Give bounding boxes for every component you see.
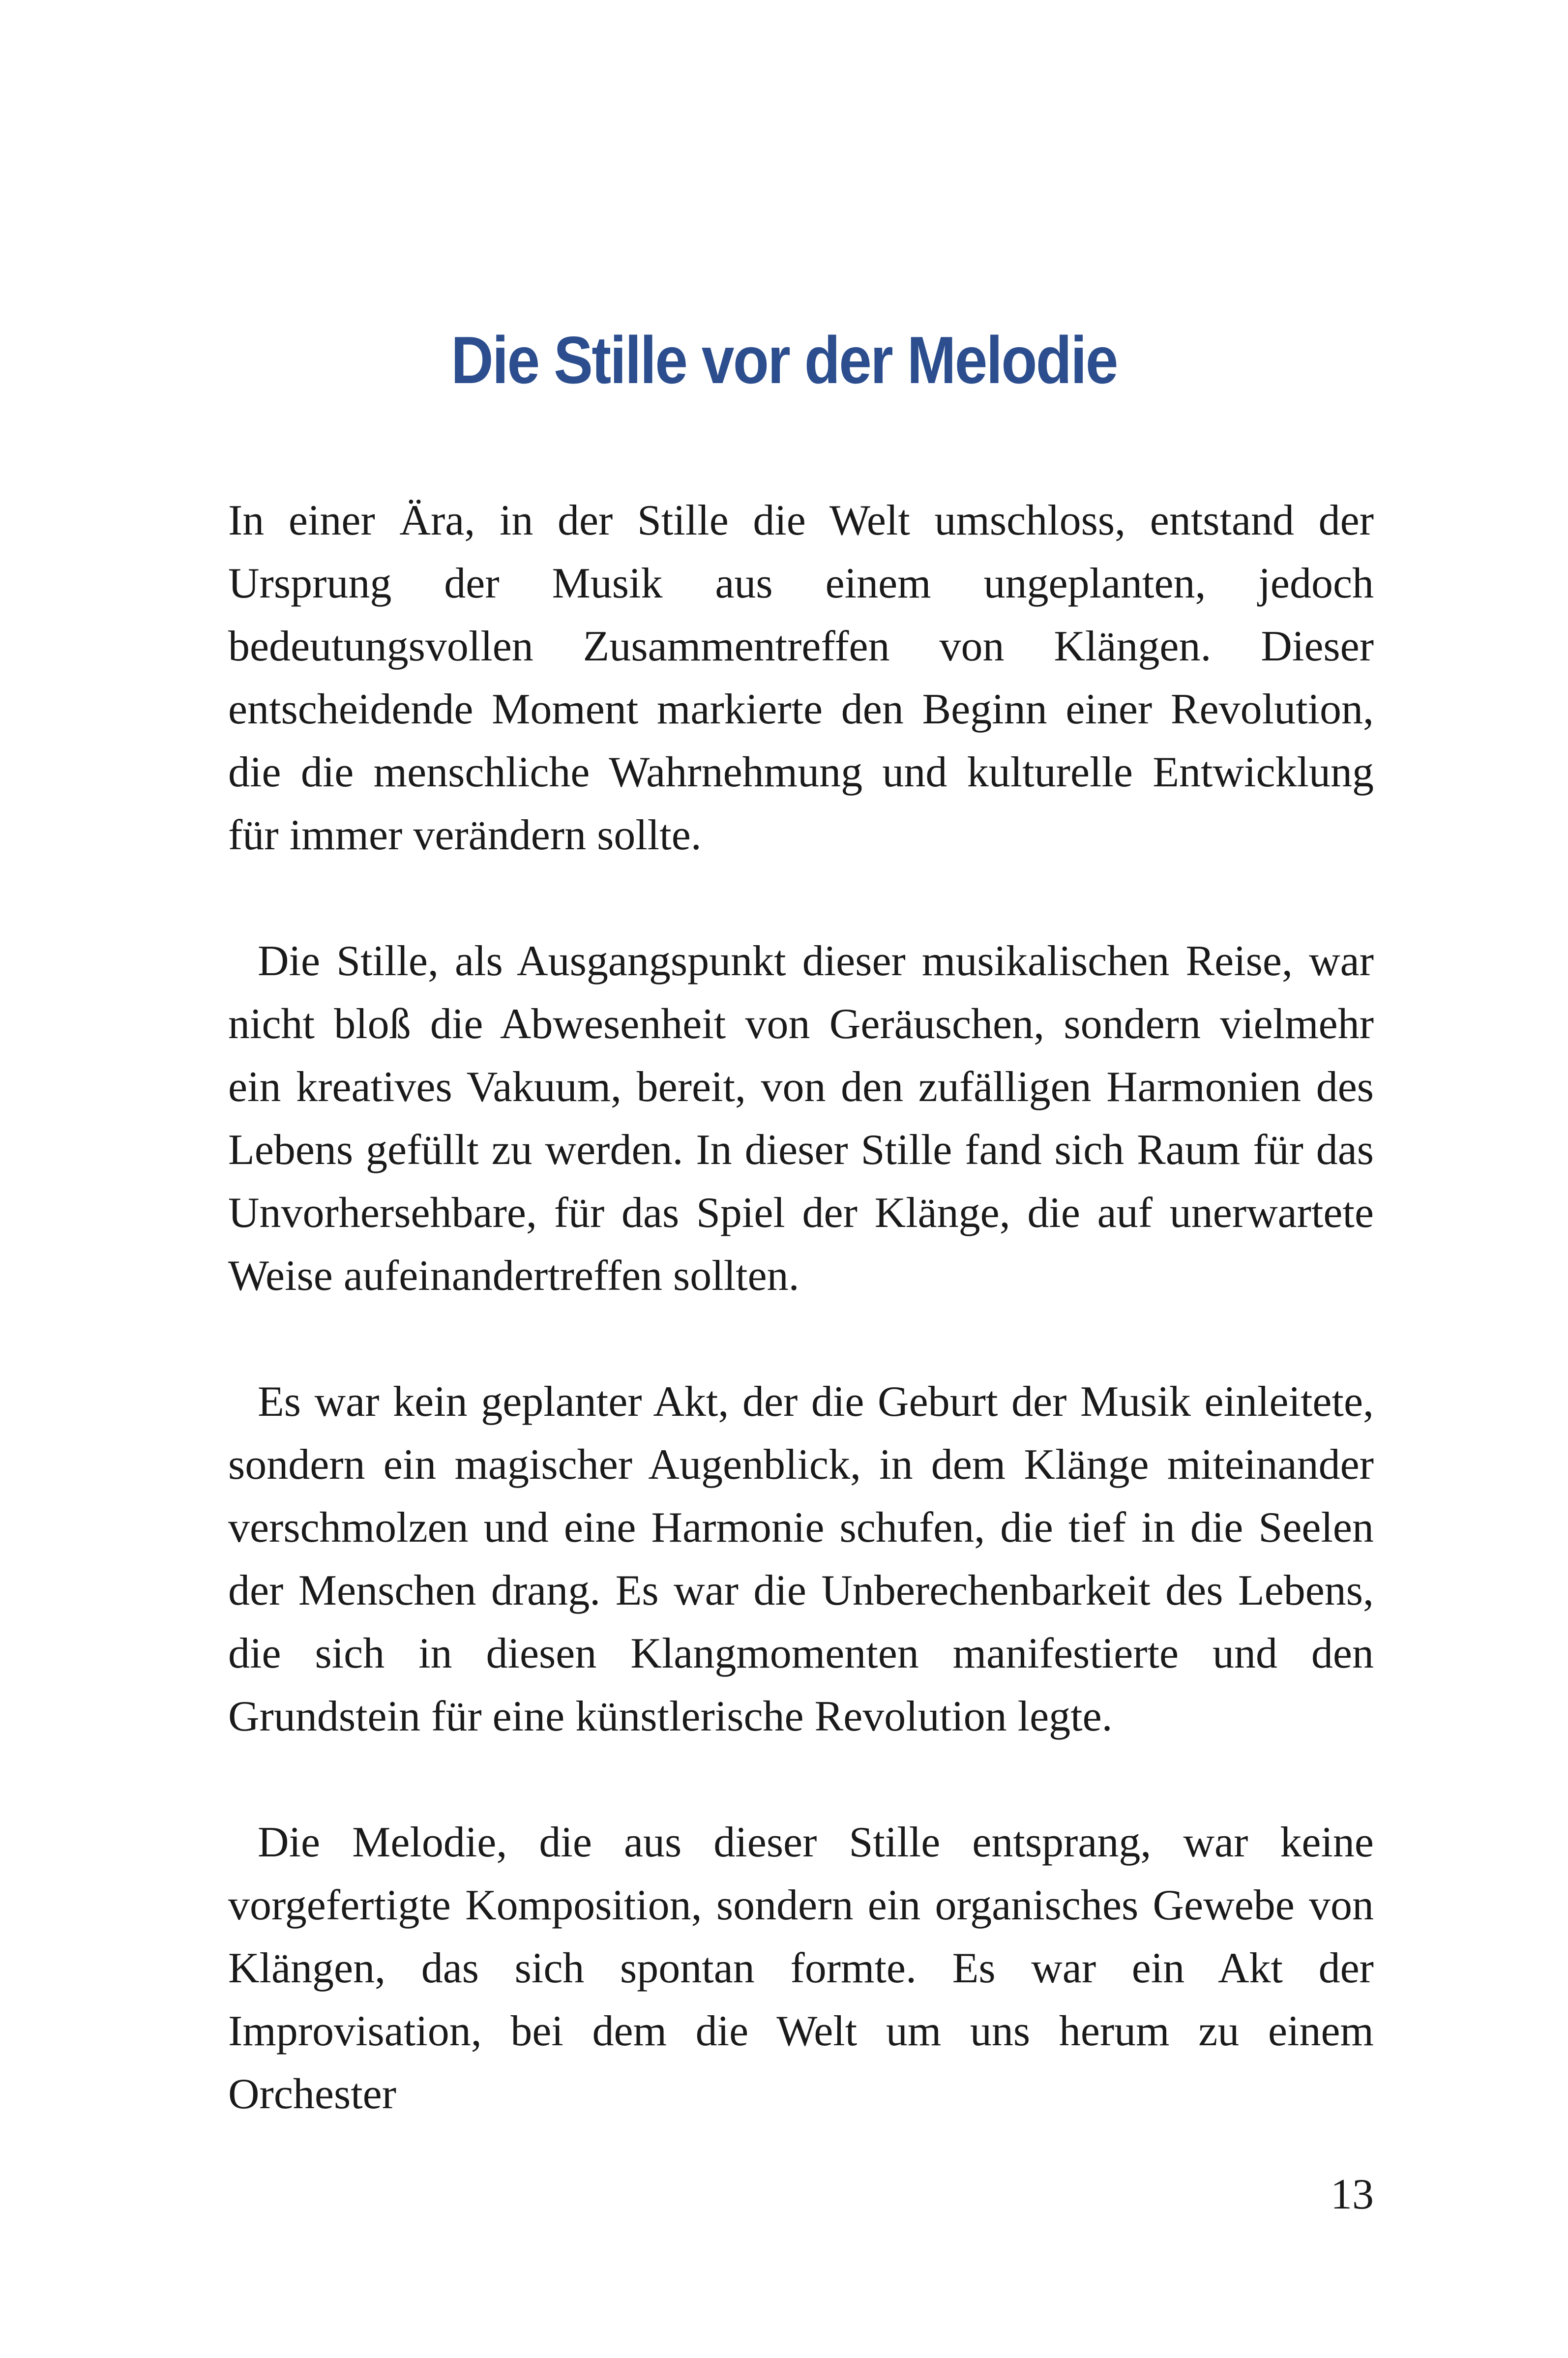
paragraph-3: Es war kein geplanter Akt, der die Geburt der Musik einleitete, sondern ein magischer Augenblick, in dem Klänge miteinander verschmolzen und eine Harmonie schufen, die tief in die Seelen der Menschen drang. Es war die Unberechenbarkeit des Lebens, die sich in diesen Klangmomenten manifestierte und den Grundstein für eine künstlerische Revolution legte. [228, 1378, 1374, 1740]
paragraph-1: In einer Ära, in der Stille die Welt umschloss, entstand der Ursprung der Musik aus einem ungeplanten, jedoch bedeutungsvollen Zusammentreffen von Klängen. Dieser entscheidende Moment markierte den Beginn einer Revolution, die die menschliche Wahrnehmung und kulturelle Entwicklung für immer verändern sollte. [228, 497, 1374, 859]
chapter-title: Die Stille vor der Melodie [451, 323, 1117, 398]
page-number: 13 [1331, 2171, 1374, 2218]
paragraph-4: Die Melodie, die aus dieser Stille entsprang, war keine vorgefertigte Komposition, sondern ein organisches Gewebe von Klängen, das sich spontan formte. Es war ein Akt der Improvisation, bei dem die Welt um uns herum zu einem Orchester [228, 1819, 1374, 2118]
chapter-body [228, 489, 1374, 2189]
paragraph-2: Die Stille, als Ausgangspunkt dieser musikalischen Reise, war nicht bloß die Abwesenheit von Geräuschen, sondern vielmehr ein kreatives Vakuum, bereit, von den zufälligen Harmonien des Lebens gefüllt zu werden. In dieser Stille fand sich Raum für das Unvorhersehbare, für das Spiel der Klänge, die auf unerwartete Weise aufeinandertreffen sollten. [228, 937, 1374, 1300]
